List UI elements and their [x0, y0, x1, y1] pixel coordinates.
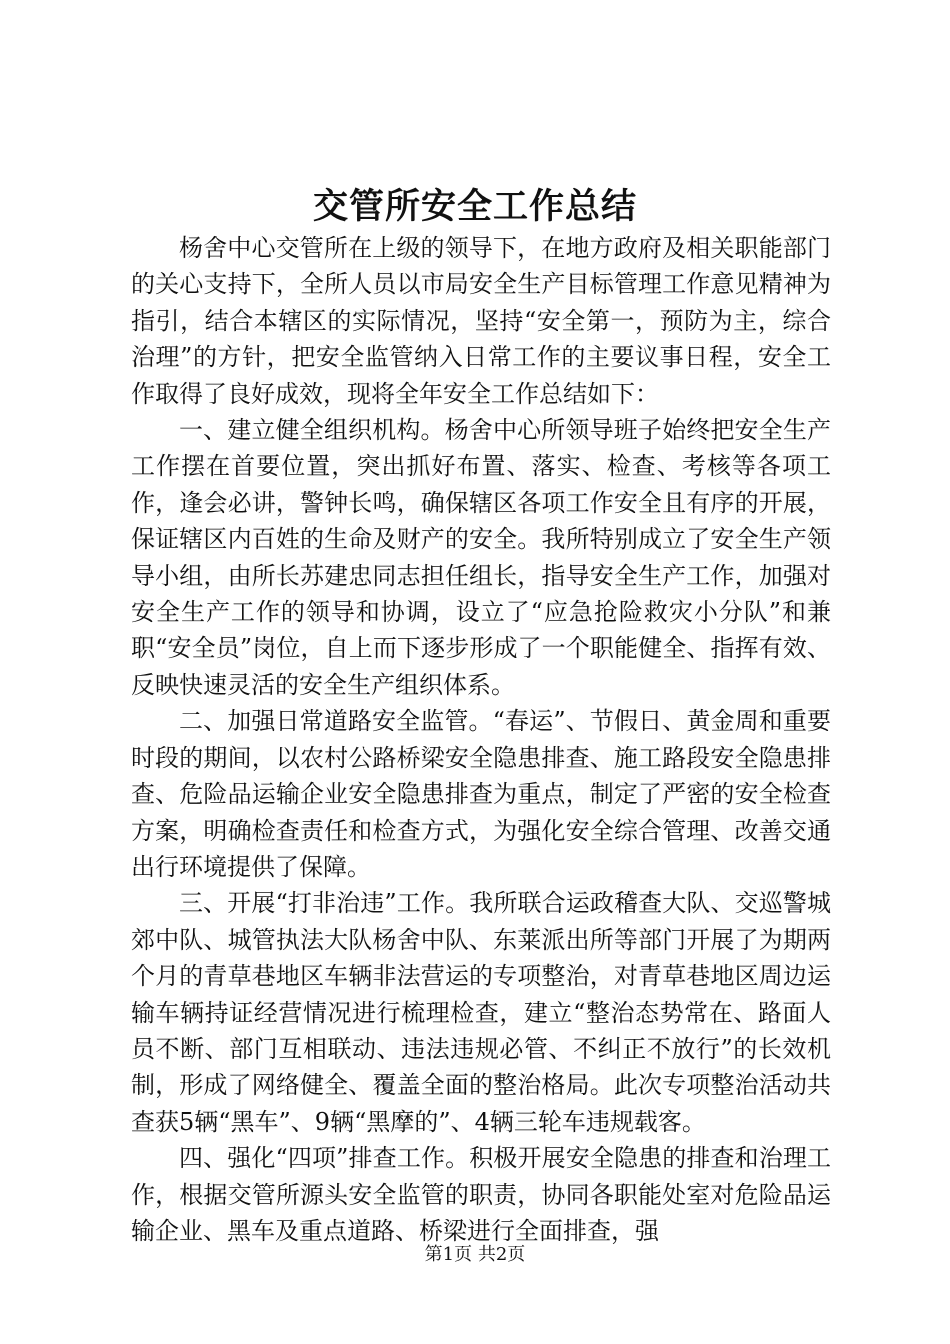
paragraph-section-4: 四、强化“四项”排查工作。积极开展安全隐患的排查和治理工作，根据交管所源头安全监管的职责，协同各职能处室对危险品运输企业、黑车及重点道路、桥梁进行全面排查，强	[131, 1144, 831, 1245]
document-body	[131, 230, 831, 1249]
paragraph-section-1: 一、建立健全组织机构。杨舍中心所领导班子始终把安全生产工作摆在首要位置，突出抓好布置、落实、检查、考核等各项工作，逢会必讲，警钟长鸣，确保辖区各项工作安全且有序的开展，保证辖区内百姓的生命及财产的安全。我所特别成立了安全生产领导小组，由所长苏建忠同志担任组长，指导安全生产工作，加强对安全生产工作的领导和协调，设立了“应急抢险救灾小分队”和兼职“安全员”岗位，自上而下逐步形成了一个职能健全、指挥有效、反映快速灵活的安全生产组织体系。	[131, 416, 831, 699]
paragraph-section-2: 二、加强日常道路安全监管。“春运”、节假日、黄金周和重要时段的期间，以农村公路桥梁安全隐患排查、施工路段安全隐患排查、危险品运输企业安全隐患排查为重点，制定了严密的安全检查方案，明确检查责任和检查方式，为强化安全综合管理、改善交通出行环境提供了保障。	[131, 707, 831, 881]
paragraph-intro: 杨舍中心交管所在上级的领导下，在地方政府及相关职能部门的关心支持下，全所人员以市局安全生产目标管理工作意见精神为指引，结合本辖区的实际情况，坚持“安全第一，预防为主，综合治理”的方针，把安全监管纳入日常工作的主要议事日程，安全工作取得了良好成效，现将全年安全工作总结如下：	[131, 234, 831, 408]
page-number-footer: 第1页 共2页	[424, 1244, 526, 1265]
document-title: 交管所安全工作总结	[312, 186, 637, 227]
paragraph-section-3: 三、开展“打非治违”工作。我所联合运政稽查大队、交巡警城郊中队、城管执法大队杨舍中队、东莱派出所等部门开展了为期两个月的青草巷地区车辆非法营运的专项整治，对青草巷地区周边运输车辆持证经营情况进行梳理检查，建立“整治态势常在、路面人员不断、部门互相联动、违法违规必管、不纠正不放行”的长效机制，形成了网络健全、覆盖全面的整治格局。此次专项整治活动共查获5辆“黑车”、9辆“黑摩的”、4辆三轮车违规载客。	[131, 889, 831, 1136]
